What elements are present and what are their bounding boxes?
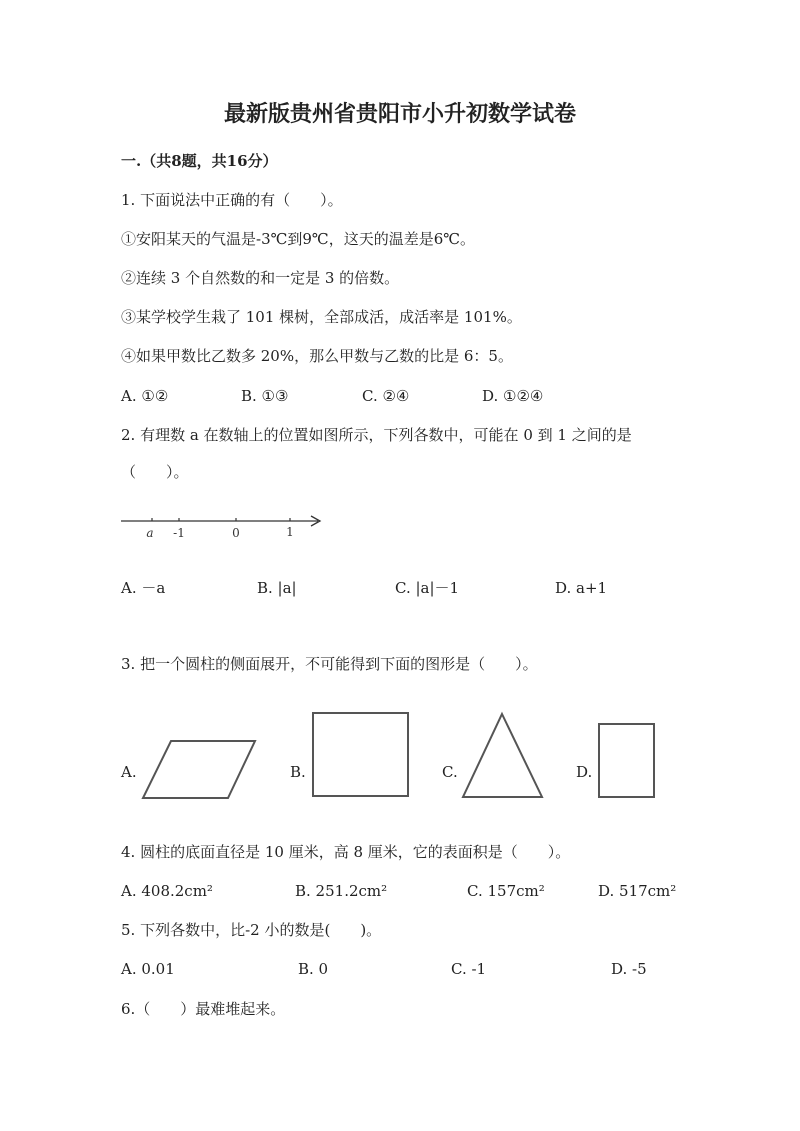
q5-option-b: B. 0 — [298, 960, 329, 978]
q4-option-d: D. 517cm² — [598, 882, 677, 900]
q4-option-b: B. 251.2cm² — [295, 882, 388, 900]
q5-stem: 5. 下列各数中，比-2 小的数是( )。 — [121, 921, 382, 939]
q2-stem-cont: （ ）。 — [121, 463, 189, 481]
label-minus-one: -1 — [173, 526, 185, 540]
label-zero: 0 — [232, 526, 240, 540]
q6-stem: 6.（ ）最难堆起来。 — [121, 1000, 286, 1018]
parallelogram-figure — [138, 736, 262, 802]
q5-option-a: A. 0.01 — [121, 960, 175, 978]
q1-statement-3: ③某学校学生栽了 101 棵树，全部成活，成活率是 101%。 — [121, 308, 522, 326]
q4-option-a: A. 408.2cm² — [121, 882, 213, 900]
q1-option-b: B. ①③ — [241, 387, 289, 405]
q2-stem: 2. 有理数 a 在数轴上的位置如图所示，下列各数中，可能在 0 到 1 之间的是 — [121, 426, 632, 444]
q2-option-b: B. |a| — [257, 579, 297, 597]
rectangle-figure — [308, 708, 414, 802]
q3-option-b-label: B. — [290, 763, 306, 781]
q3-option-a-label: A. — [121, 763, 137, 781]
number-line-figure — [115, 508, 335, 548]
q1-statement-2: ②连续 3 个自然数的和一定是 3 的倍数。 — [121, 269, 400, 287]
q3-option-d-label: D. — [576, 763, 593, 781]
q5-option-d: D. -5 — [611, 960, 647, 978]
q3-stem: 3. 把一个圆柱的侧面展开，不可能得到下面的图形是（ ）。 — [121, 655, 538, 673]
label-one: 1 — [286, 525, 294, 539]
q1-stem: 1. 下面说法中正确的有（ ）。 — [121, 191, 343, 209]
q4-option-c: C. 157cm² — [467, 882, 545, 900]
triangle-figure — [458, 710, 548, 802]
q2-option-c: C. |a|－1 — [395, 579, 460, 597]
q2-option-a: A. －a — [121, 579, 166, 597]
q1-option-a: A. ①② — [121, 387, 169, 405]
section-heading: 一.（共8题，共16分） — [121, 152, 278, 170]
narrow-rectangle-figure — [594, 719, 660, 803]
q1-statement-4: ④如果甲数比乙数多 20%，那么甲数与乙数的比是 6：5。 — [121, 347, 513, 365]
q5-option-c: C. -1 — [451, 960, 487, 978]
page-title: 最新版贵州省贵阳市小升初数学试卷 — [223, 101, 576, 127]
q1-option-d: D. ①②④ — [482, 387, 544, 405]
q4-stem: 4. 圆柱的底面直径是 10 厘米，高 8 厘米，它的表面积是（ ）。 — [121, 843, 571, 861]
label-a: a — [146, 526, 154, 540]
q3-option-c-label: C. — [442, 763, 458, 781]
q1-option-c: C. ②④ — [362, 387, 410, 405]
q1-statement-1: ①安阳某天的气温是-3℃到9℃，这天的温差是6℃。 — [121, 230, 476, 248]
q2-option-d: D. a+1 — [555, 579, 608, 597]
